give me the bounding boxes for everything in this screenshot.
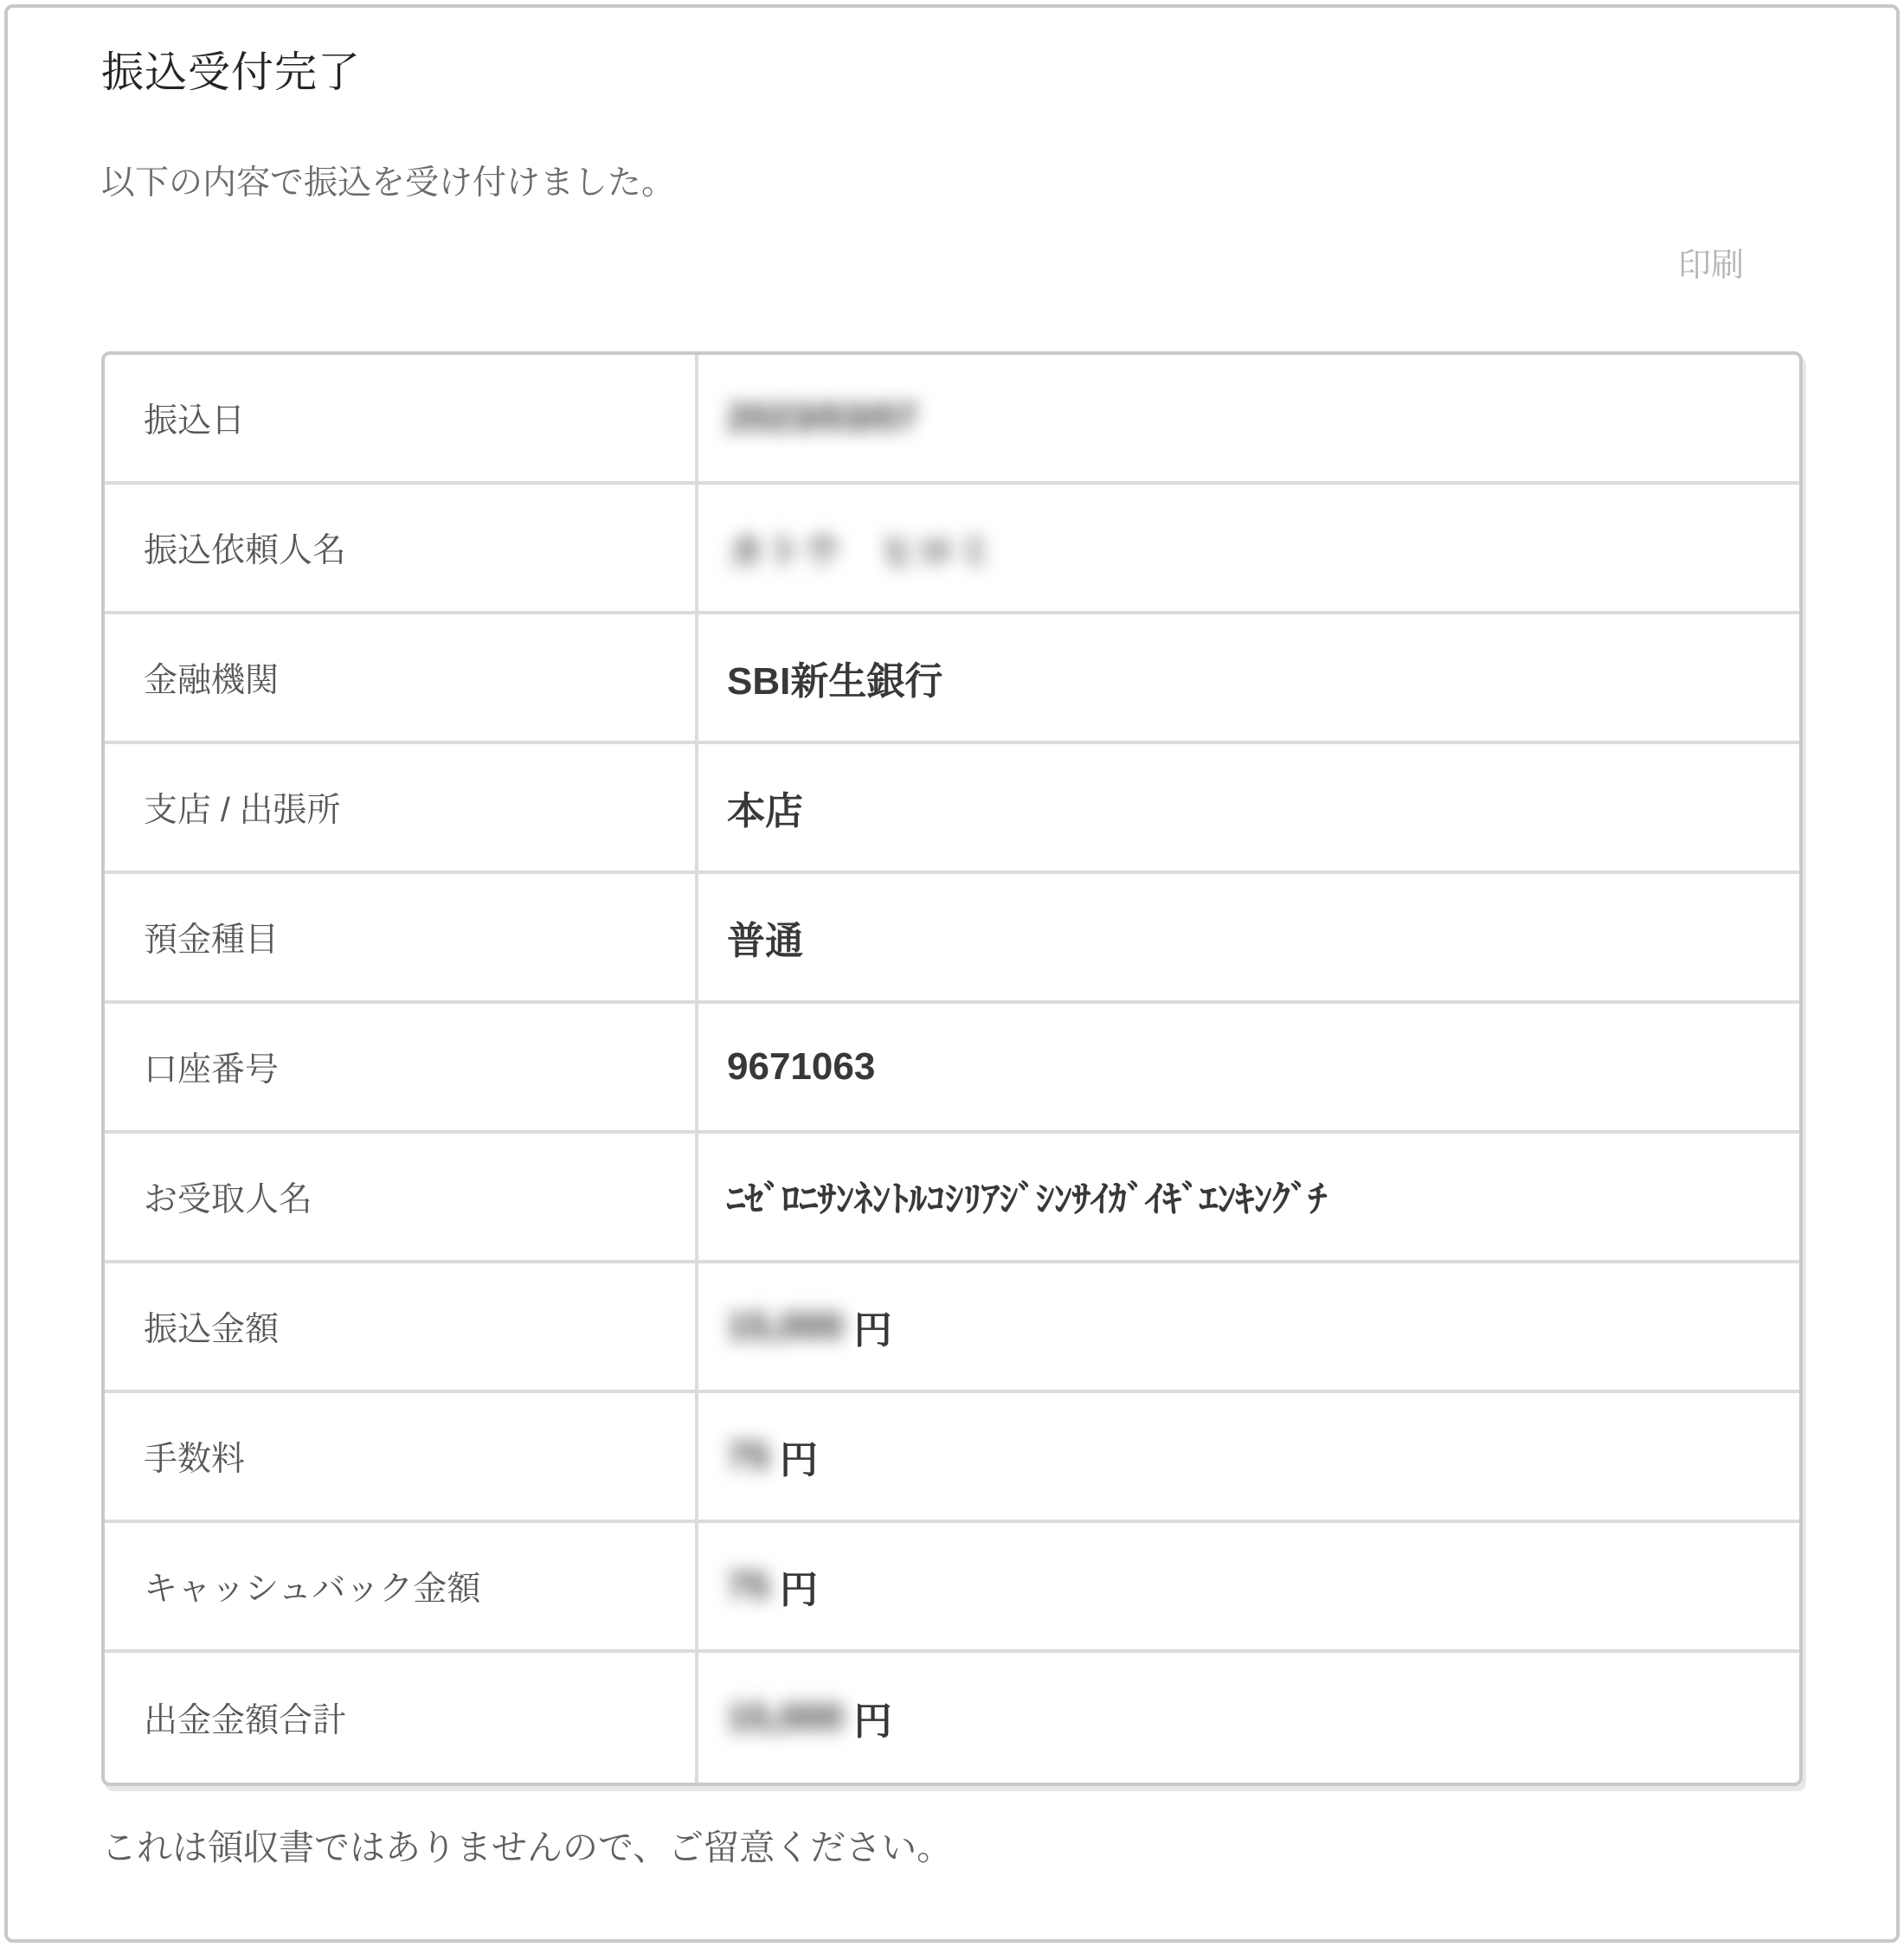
row-label: 支店 / 出張所 bbox=[105, 744, 698, 871]
currency-suffix: 円 bbox=[779, 1568, 818, 1611]
row-label: お受取人名 bbox=[105, 1134, 698, 1260]
table-row-account-number bbox=[105, 1004, 1799, 1134]
print-row bbox=[101, 238, 1803, 286]
row-value bbox=[698, 874, 1799, 1000]
row-label: 振込依頼人名 bbox=[105, 485, 698, 611]
row-value bbox=[698, 1134, 1799, 1260]
table-row-fee bbox=[105, 1393, 1799, 1523]
footer-note: これは領収書ではありませんので、ご留意ください。 bbox=[101, 1827, 953, 1867]
row-value-text: SBI新生銀行 bbox=[727, 659, 943, 703]
row-label: 口座番号 bbox=[105, 1004, 698, 1130]
table-row-transfer-amount bbox=[105, 1263, 1799, 1393]
table-row-branch bbox=[105, 744, 1799, 874]
row-value-text: ﾆｾﾞﾛﾆｻﾝﾈﾝﾄﾙｺｼﾘｱｼﾞｼﾝｻｲｶﾞｲｷﾞｴﾝｷﾝｸﾞﾁ bbox=[727, 1178, 1328, 1219]
row-value-text-redacted: 75 bbox=[727, 1564, 769, 1607]
currency-suffix: 円 bbox=[853, 1308, 892, 1352]
transfer-receipt-page bbox=[4, 4, 1900, 1943]
row-label: 出金金額合計 bbox=[105, 1653, 698, 1783]
row-value-text-redacted: カトウ ヒロミ bbox=[727, 530, 994, 573]
row-value bbox=[698, 744, 1799, 871]
page-subtitle: 以下の内容で振込を受け付けました。 bbox=[101, 164, 676, 202]
row-value-text-redacted: 75 bbox=[727, 1434, 769, 1477]
print-link[interactable]: 印刷 bbox=[1677, 247, 1744, 284]
table-row-transfer-date bbox=[105, 355, 1799, 485]
currency-suffix: 円 bbox=[779, 1438, 818, 1481]
row-value-text: 9671063 bbox=[727, 1044, 876, 1088]
transfer-details-table bbox=[101, 351, 1803, 1786]
row-value bbox=[698, 614, 1799, 741]
table-row-recipient-name bbox=[105, 1134, 1799, 1263]
row-value bbox=[698, 485, 1799, 611]
row-label: キャッシュバック金額 bbox=[105, 1523, 698, 1649]
row-value-text-redacted: 15,000 bbox=[727, 1304, 844, 1347]
row-label: 金融機関 bbox=[105, 614, 698, 741]
row-label: 預金種目 bbox=[105, 874, 698, 1000]
page-title: 振込受付完了 bbox=[101, 49, 362, 96]
row-label: 手数料 bbox=[105, 1393, 698, 1520]
row-value-text-redacted: 15,000 bbox=[727, 1695, 844, 1738]
table-row-financial-institution bbox=[105, 614, 1799, 744]
table-row-requester-name bbox=[105, 485, 1799, 614]
table-row-total-withdrawal bbox=[105, 1653, 1799, 1783]
row-value-text-redacted: 2023/03/07 bbox=[727, 395, 918, 439]
row-value-text: 本店 bbox=[727, 789, 803, 832]
table-row-account-type bbox=[105, 874, 1799, 1004]
row-value bbox=[698, 1004, 1799, 1130]
row-value bbox=[698, 1653, 1799, 1783]
row-label: 振込金額 bbox=[105, 1263, 698, 1390]
row-value bbox=[698, 355, 1799, 481]
row-value-text: 普通 bbox=[727, 919, 803, 962]
currency-suffix: 円 bbox=[853, 1700, 892, 1743]
row-value bbox=[698, 1523, 1799, 1649]
row-value bbox=[698, 1263, 1799, 1390]
row-value bbox=[698, 1393, 1799, 1520]
row-label: 振込日 bbox=[105, 355, 698, 481]
table-row-cashback-amount bbox=[105, 1523, 1799, 1653]
